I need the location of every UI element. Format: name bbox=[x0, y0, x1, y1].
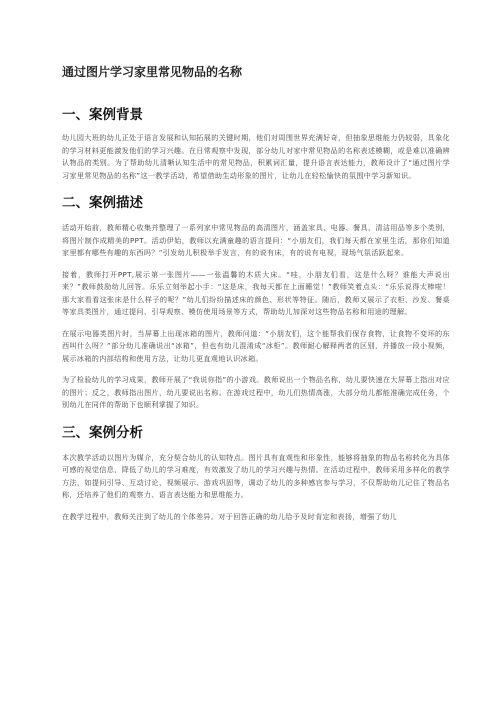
paragraph: 为了检验幼儿的学习成果，教师开展了“我说你指”的小游戏。教师说出一个物品名称，幼儿要快速在大屏幕上指出对应的图片；反之，教师指出图片，幼儿要说出名称。在游戏过程中，幼儿们热情高涨，大部分幼儿都能准确完成任务，个别幼儿在同伴的帮助下也顺利掌握了知识。 bbox=[62, 375, 450, 409]
section-description bbox=[62, 194, 450, 412]
paragraph: 接着，教师打开PPT,展示第一张图片——一张温馨的木质大床。“哇，小朋友们看，这是什么呀？谁能大声说出来？”教师鼓励幼儿回答。乐乐立刻举起小手：“这是床，我每天都在上面睡觉！”教师笑着点头：“乐乐说得太棒啦！那大家看看这张床是什么样子的呢？”幼儿们纷纷描述床的颜色、形状等特征。随后，教师又展示了衣柜、沙发、餐桌等家具类图片，通过提问、引导观察、模仿使用场景等方式，帮助幼儿加深对这些物品名称和用途的理解。 bbox=[62, 269, 450, 316]
document-title: 通过图片学习家里常见物品的名称 bbox=[62, 65, 243, 79]
section-analysis bbox=[62, 424, 450, 524]
paragraph: 幼儿园大班的幼儿正处于语言发展和认知拓展的关键时期，他们对周围世界充满好奇，但抽象思维能力仍较弱，具象化的学习材料更能激发他们的学习兴趣。在日常观察中发现，部分幼儿对家中常见物品的名称表述模糊，或是难以准确辨认物品的类别。为了帮助幼儿清晰认知生活中的常见物品，积累词汇量，提升语言表达能力，教师设计了“通过图片学习家里常见物品的名称”这一教学活动，希望借助生动形象的图片，让幼儿在轻松愉快的氛围中学习新知识。 bbox=[62, 133, 450, 180]
paragraph: 本次教学活动以图片为媒介，充分契合幼儿的认知特点。图片具有直观性和形象性，能够将抽象的物品名称转化为具体可感的视觉信息，降低了幼儿的学习难度，有效激发了幼儿的学习兴趣与热情。在活动过程中，教师采用多样化的教学方法，如提问引导、互动讨论、视频展示、游戏巩固等，调动了幼儿的多种感官参与学习，不仅帮助幼儿记住了物品名称，还培养了他们的观察力、语言表达能力和思维能力。 bbox=[62, 452, 450, 499]
paragraph: 在教学过程中，教师关注到了幼儿的个体差异。对于回答正确的幼儿给予及时肯定和表扬，增强了幼儿 bbox=[62, 511, 397, 521]
section-background bbox=[62, 106, 450, 182]
paragraph: 活动开始前，教师精心收集并整理了一系列家中常见物品的高清图片，涵盖家具、电器、餐具、清洁用品等多个类别，将图片制作成精美的PPT。活动伊始，教师以充满童趣的语言提问：“小朋友们，我们每天都在家里生活，那你们知道家里都有哪些有趣的东西吗？”引发幼儿积极举手发言，有的说有床，有的说有电视，现场气氛活跃起来。 bbox=[62, 223, 450, 257]
section-heading: 三、案例分析 bbox=[62, 424, 143, 441]
paragraph: 在展示电器类图片时，当屏幕上出现冰箱的图片，教师问道：“小朋友们，这个能帮我们保存食物，让食物不变坏的东西叫什么呀？”部分幼儿准确说出“冰箱”，但也有幼儿混淆成“冰柜”。教师耐心解释两者的区别，并播放一段小视频，展示冰箱的内部结构和使用方法，让幼儿更直观地认识冰箱。 bbox=[62, 328, 450, 363]
section-heading: 二、案例描述 bbox=[62, 195, 143, 211]
section-heading: 一、案例背景 bbox=[62, 107, 143, 123]
